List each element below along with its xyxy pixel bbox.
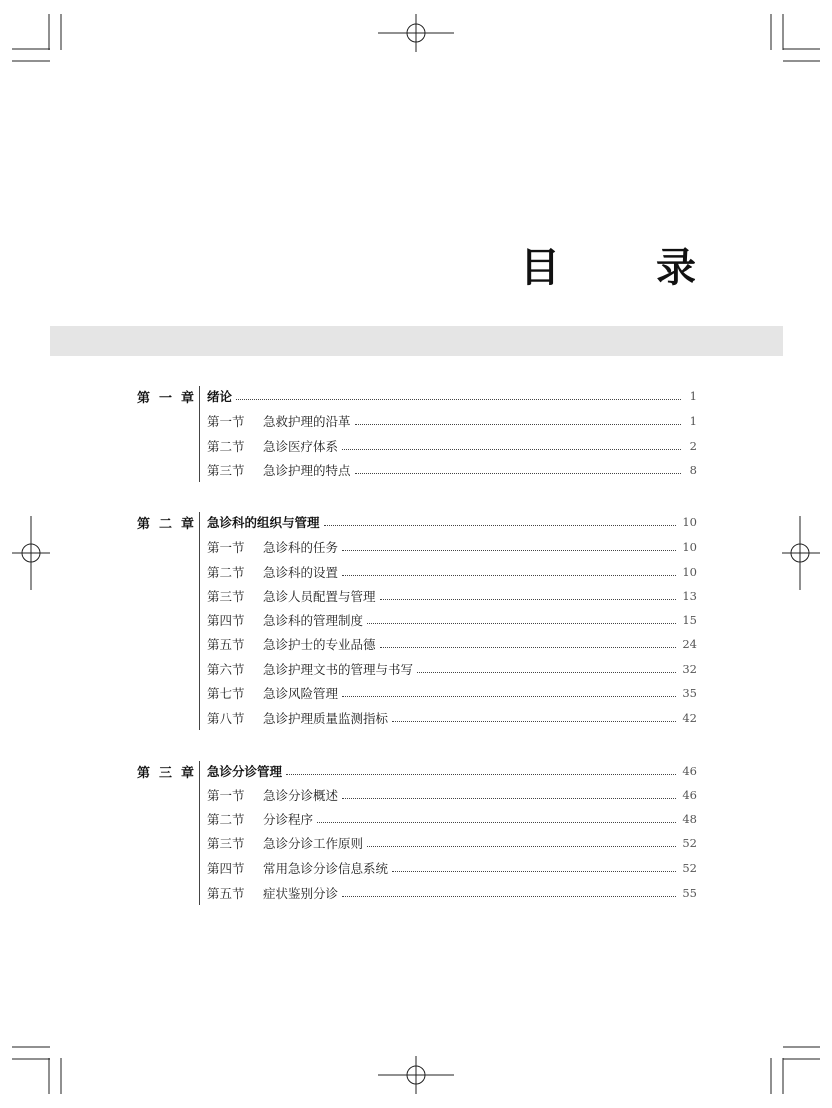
page-number: 35 — [682, 686, 697, 700]
dot-leader — [342, 895, 676, 897]
chapter-label-char: 第 — [137, 390, 151, 406]
section-title: 分诊程序 — [263, 812, 314, 827]
toc-entry-section[interactable] — [207, 833, 697, 853]
toc-entry-section[interactable] — [207, 659, 697, 679]
page-number: 10 — [682, 565, 697, 579]
dot-leader — [236, 398, 681, 400]
chapter-label — [137, 512, 194, 532]
toc-entry-section[interactable] — [207, 883, 697, 903]
dot-leader — [286, 773, 676, 775]
page-number: 48 — [682, 812, 697, 826]
section-title: 急诊人员配置与管理 — [263, 589, 376, 604]
page-number: 15 — [682, 613, 697, 627]
page-number: 10 — [682, 515, 697, 529]
chapter-label-char: 第 — [137, 765, 151, 781]
toc-entry-chapter[interactable] — [207, 761, 697, 781]
chapter-label-char: 章 — [180, 390, 194, 406]
chapter-label-char: 章 — [180, 516, 194, 532]
section-number: 第三节 — [207, 589, 245, 604]
section-number: 第六节 — [207, 662, 245, 677]
page-title-char-1: 目 — [520, 243, 560, 291]
section-title: 症状鉴别分诊 — [263, 886, 339, 901]
page-title — [520, 236, 696, 292]
page-number: 1 — [689, 389, 697, 403]
toc-entry-section[interactable] — [207, 785, 697, 805]
chapter-divider — [199, 386, 200, 482]
toc-entry-section[interactable] — [207, 411, 697, 431]
section-title: 急诊护理的特点 — [263, 463, 351, 478]
dot-leader — [355, 423, 681, 425]
section-number: 第五节 — [207, 886, 245, 901]
chapter-title: 急诊分诊管理 — [207, 764, 283, 779]
dot-leader — [324, 524, 677, 526]
dot-leader — [355, 472, 681, 474]
section-number: 第七节 — [207, 686, 245, 701]
toc-entry-section[interactable] — [207, 460, 697, 480]
section-title: 急诊风险管理 — [263, 686, 339, 701]
section-number: 第一节 — [207, 788, 245, 803]
page-number: 10 — [682, 540, 697, 554]
page-number: 52 — [682, 836, 697, 850]
section-number: 第二节 — [207, 565, 245, 580]
page-number: 46 — [682, 764, 697, 778]
section-number: 第三节 — [207, 836, 245, 851]
dot-leader — [342, 797, 676, 799]
section-number: 第二节 — [207, 812, 245, 827]
toc-entry-section[interactable] — [207, 809, 697, 829]
page-number: 46 — [682, 788, 697, 802]
toc-entry-section[interactable] — [207, 610, 697, 630]
section-number: 第一节 — [207, 414, 245, 429]
chapter-label-char: 三 — [158, 765, 172, 781]
section-number: 第四节 — [207, 861, 245, 876]
chapter-divider — [199, 512, 200, 730]
section-title: 急诊科的设置 — [263, 565, 339, 580]
page-number: 13 — [682, 589, 697, 603]
page-title-char-2: 录 — [656, 243, 696, 291]
section-title: 急诊护理文书的管理与书写 — [263, 662, 414, 677]
chapter-divider — [199, 761, 200, 905]
dot-leader — [342, 448, 681, 450]
section-number: 第二节 — [207, 439, 245, 454]
section-title: 急诊科的管理制度 — [263, 613, 364, 628]
dot-leader — [342, 574, 676, 576]
dot-leader — [317, 821, 676, 823]
header-band — [50, 326, 783, 356]
section-title: 急诊医疗体系 — [263, 439, 339, 454]
section-title: 急诊科的任务 — [263, 540, 339, 555]
section-number: 第四节 — [207, 613, 245, 628]
page-number: 24 — [682, 637, 697, 651]
section-number: 第八节 — [207, 711, 245, 726]
toc-entry-section[interactable] — [207, 586, 697, 606]
toc-entry-section[interactable] — [207, 634, 697, 654]
dot-leader — [342, 695, 676, 697]
chapter-label-char: 章 — [180, 765, 194, 781]
section-title: 急诊护理质量监测指标 — [263, 711, 389, 726]
toc-entry-section[interactable] — [207, 562, 697, 582]
page-number: 52 — [682, 861, 697, 875]
chapter-label-char: 二 — [158, 516, 172, 532]
toc-entry-section[interactable] — [207, 537, 697, 557]
chapter-label-char: 一 — [158, 390, 172, 406]
chapter-label — [137, 386, 194, 406]
page-number: 55 — [682, 886, 697, 900]
section-number: 第一节 — [207, 540, 245, 555]
page-number: 8 — [689, 463, 697, 477]
page-number: 32 — [682, 662, 697, 676]
dot-leader — [392, 720, 676, 722]
section-title: 急诊分诊概述 — [263, 788, 339, 803]
section-title: 急救护理的沿革 — [263, 414, 351, 429]
dot-leader — [367, 845, 676, 847]
chapter-title: 绪论 — [207, 389, 233, 404]
page-number: 2 — [689, 439, 697, 453]
toc-entry-chapter[interactable] — [207, 386, 697, 406]
toc-entry-chapter[interactable] — [207, 512, 697, 532]
dot-leader — [392, 870, 676, 872]
chapter-label-char: 第 — [137, 516, 151, 532]
toc-entry-section[interactable] — [207, 708, 697, 728]
section-title: 急诊分诊工作原则 — [263, 836, 364, 851]
section-title: 急诊护士的专业品德 — [263, 637, 376, 652]
section-number: 第三节 — [207, 463, 245, 478]
toc-entry-section[interactable] — [207, 683, 697, 703]
section-title: 常用急诊分诊信息系统 — [263, 861, 389, 876]
dot-leader — [380, 646, 677, 648]
dot-leader — [417, 671, 676, 673]
toc-entry-section[interactable] — [207, 858, 697, 878]
chapter-label — [137, 761, 194, 781]
page-number: 42 — [682, 711, 697, 725]
dot-leader — [367, 622, 676, 624]
dot-leader — [380, 598, 677, 600]
toc-entry-section[interactable] — [207, 436, 697, 456]
page-number: 1 — [689, 414, 697, 428]
dot-leader — [342, 549, 676, 551]
chapter-title: 急诊科的组织与管理 — [207, 515, 320, 530]
section-number: 第五节 — [207, 637, 245, 652]
